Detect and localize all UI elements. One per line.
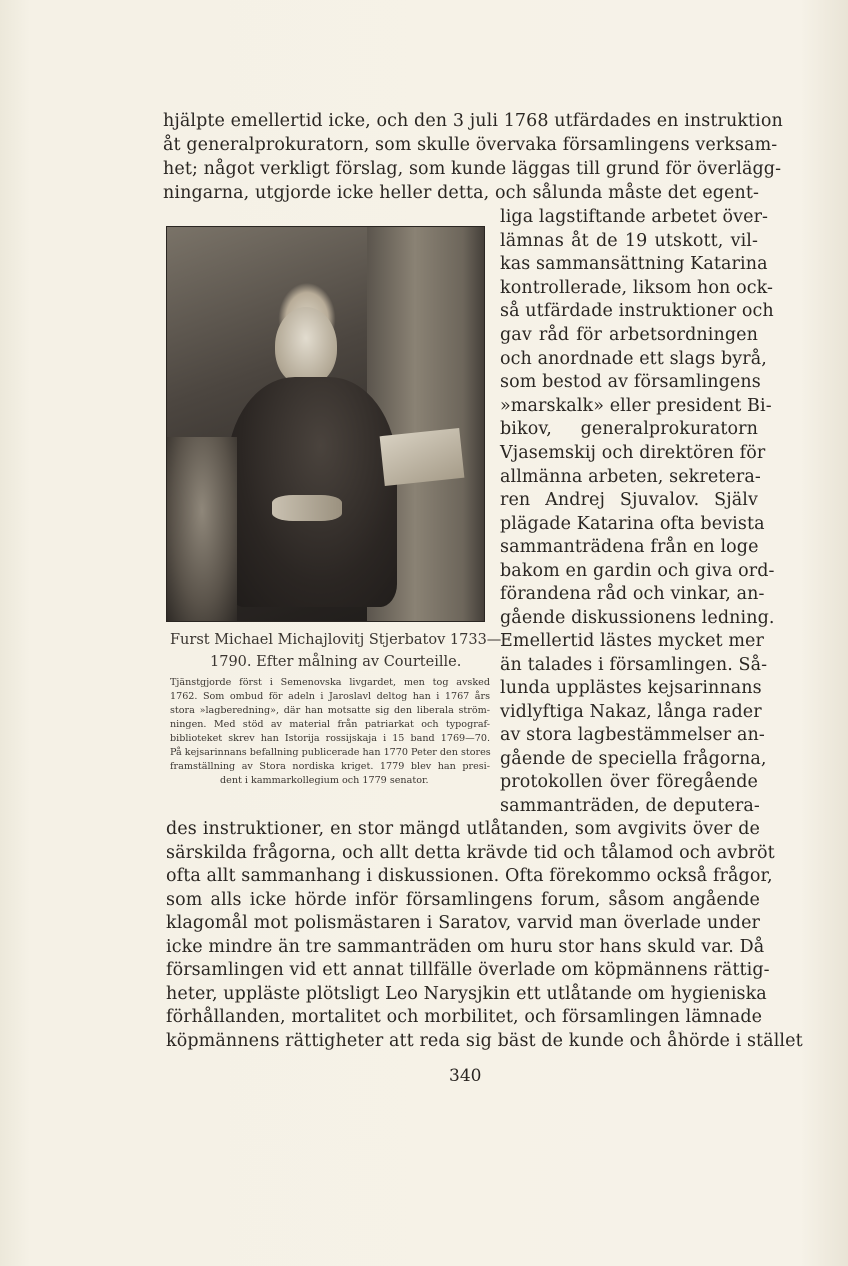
text-line: ren Andrej Sjuvalov. Själv	[500, 490, 758, 510]
text-line: des instruktioner, en stor mängd utlåtanden, som avgivits över de	[166, 819, 760, 839]
text-line: liga lagstiftande arbetet över-	[500, 207, 769, 227]
text-line: protokollen över föregående	[500, 772, 758, 792]
caption-text: ningen. Med stöd av material från patriarkat och typograf-	[170, 719, 490, 730]
text-line: allmänna arbeten, sekretera-	[500, 467, 761, 487]
text-line: hjälpte emellertid icke, och den 3 juli 1768 utfärdades en instruktion	[163, 111, 783, 131]
caption-text: På kejsarinnans befallning publicerade han 1770 Peter den stores	[170, 747, 491, 758]
text-line: förhållanden, mortalitet och morbilitet, och församlingen lämnade	[166, 1007, 763, 1027]
text-line: som bestod av församlingens	[500, 372, 761, 392]
caption-text: framställning av Stora nordiska kriget. 1779 blev han presi-	[170, 761, 490, 772]
text-line: klagomål mot polismästaren i Saratov, varvid man överlade under	[166, 913, 760, 933]
text-line: lämnas åt de 19 utskott, vil-	[500, 231, 758, 251]
caption-title: Furst Michael Michajlovitj Stjerbatov 1733—	[170, 632, 502, 648]
text-line: lunda upplästes kejsarinnans	[500, 678, 762, 698]
text-line: vidlyftiga Nakaz, långa rader	[500, 702, 762, 722]
text-line: plägade Katarina ofta bevista	[500, 514, 765, 534]
text-line: het; något verkligt förslag, som kunde läggas till grund för överlägg-	[163, 159, 782, 179]
text-line: ningarna, utgjorde icke heller detta, och sålunda måste det egent-	[163, 183, 759, 203]
text-line: Vjasemskij och direktören för	[500, 443, 766, 463]
text-line: åt generalprokuratorn, som skulle övervaka församlingens verksam-	[163, 135, 778, 155]
page-number: 340	[449, 1066, 482, 1086]
text-line: församlingen vid ett annat tillfälle överlade om köpmännens rättig-	[166, 960, 770, 980]
text-line: gav råd för arbetsordningen	[500, 325, 758, 345]
text-line: än talades i församlingen. Så-	[500, 655, 768, 675]
text-line: så utfärdade instruktioner och	[500, 301, 774, 321]
text-line: kontrollerade, liksom hon ock-	[500, 278, 774, 298]
text-line: heter, upplästе plötsligt Leo Narysjkin ett utlåtande om hygieniska	[166, 984, 767, 1004]
text-line: och anordnade ett slags byrå,	[500, 349, 767, 369]
text-line: som alls icke hörde inför församlingens forum, såsom angående	[166, 890, 760, 910]
text-line: kas sammansättning Katarina	[500, 254, 768, 274]
text-line: Emellertid lästes mycket mer	[500, 631, 764, 651]
text-line: särskilda frågorna, och allt detta krävde tid och tålamod och avbröt	[166, 843, 775, 863]
text-line: icke mindre än tre sammanträden om huru stor hans skuld var. Då	[166, 937, 765, 957]
sitter-hands	[272, 495, 342, 521]
text-line: förandena råd och vinkar, an-	[500, 584, 765, 604]
text-line: gående de speciella frågorna,	[500, 749, 767, 769]
text-line: av stora lagbestämmelser an-	[500, 725, 765, 745]
text-line: sammanträden, de deputera-	[500, 796, 760, 816]
text-line: sammanträdena från en loge	[500, 537, 759, 557]
portrait-image	[166, 226, 485, 622]
papers-on-table	[380, 428, 465, 486]
caption-text: dent i kammarkollegium och 1779 senator.	[220, 775, 429, 786]
text-line: bikov, generalprokuratorn	[500, 419, 758, 439]
caption-text: Tjänstgjorde först i Semenovska livgardet, men tog avsked	[170, 677, 490, 688]
caption-text: 1762. Som ombud för adeln i Jaroslavl deltog han i 1767 års	[170, 691, 490, 702]
caption-text: biblioteket skrev han Istorija rossijskaja i 15 band 1769—70.	[170, 733, 490, 744]
text-line: gående diskussionens ledning.	[500, 608, 775, 628]
text-line: ofta allt sammanhang i diskussionen. Ofta förekommo också frågor,	[166, 866, 773, 886]
sitter-body	[227, 377, 397, 607]
sitter-head	[275, 307, 337, 385]
text-line: »marskalk» eller president Bi-	[500, 396, 772, 416]
caption-text: stora »lagberedning», där han motsatte sig den liberala ström-	[170, 705, 490, 716]
text-line: köpmännens rättigheter att reda sig bäst de kunde och åhörde i stället	[166, 1031, 803, 1051]
chair	[167, 437, 237, 621]
text-line: bakom en gardin och giva ord-	[500, 561, 775, 581]
caption-title: 1790. Efter målning av Courteille.	[210, 654, 462, 670]
